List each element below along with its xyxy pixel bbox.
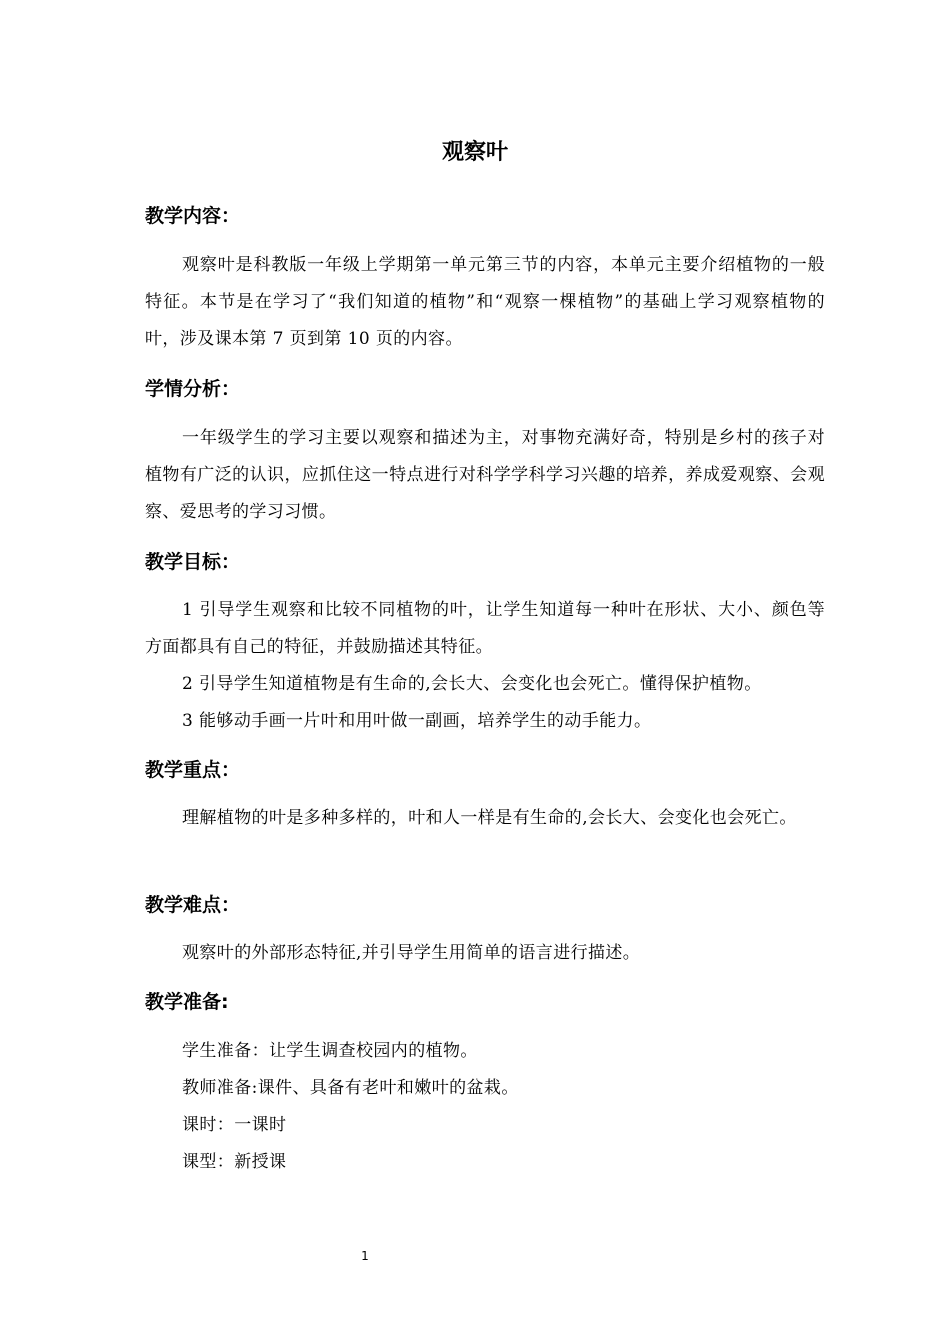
section-heading-key-points: 教学重点： [145, 759, 241, 781]
difficult-points-paragraph: 观察叶的外部形态特征,并引导学生用简单的语言进行描述。 [182, 943, 641, 963]
section-heading-preparation: 教学准备: [145, 991, 229, 1013]
student-analysis-paragraph: 一年级学生的学习主要以观察和描述为主，对事物充满好奇，特别是乡村的孩子对植物有广泛的认识，应抓住这一特点进行对科学学科学习兴趣的培养，养成爱观察、会观察、爱思考的学习习惯。 [145, 428, 825, 522]
teaching-goal-3: 3 能够动手画一片叶和用叶做一副画，培养学生的动手能力。 [182, 711, 652, 731]
section-heading-teaching-content: 教学内容： [145, 205, 241, 227]
section-heading-student-analysis: 学情分析： [145, 378, 241, 400]
preparation-lesson-type: 课型：新授课 [182, 1152, 287, 1172]
page-number: 1 [361, 1249, 369, 1263]
preparation-class-hours: 课时：一课时 [182, 1115, 287, 1135]
preparation-teacher: 教师准备:课件、具备有老叶和嫩叶的盆栽。 [182, 1078, 519, 1098]
teaching-goal-1: 1 引导学生观察和比较不同植物的叶，让学生知道每一种叶在形状、大小、颜色等方面都具有自己的特征，并鼓励描述其特征。 [145, 600, 825, 657]
key-points-paragraph: 理解植物的叶是多种多样的，叶和人一样是有生命的,会长大、会变化也会死亡。 [182, 808, 797, 828]
section-heading-teaching-goals: 教学目标： [145, 551, 241, 573]
section-heading-difficult-points: 教学难点： [145, 894, 241, 916]
teaching-content-paragraph: 观察叶是科教版一年级上学期第一单元第三节的内容，本单元主要介绍植物的一般特征。本节是在学习了“我们知道的植物”和“观察一棵植物”的基础上学习观察植物的叶，涉及课本第 7 页到第 10 页的内容。 [145, 255, 825, 349]
preparation-student: 学生准备：让学生调查校园内的植物。 [182, 1041, 478, 1061]
teaching-goal-2: 2 引导学生知道植物是有生命的,会长大、会变化也会死亡。懂得保护植物。 [182, 674, 762, 694]
document-title: 观察叶 [441, 140, 508, 165]
